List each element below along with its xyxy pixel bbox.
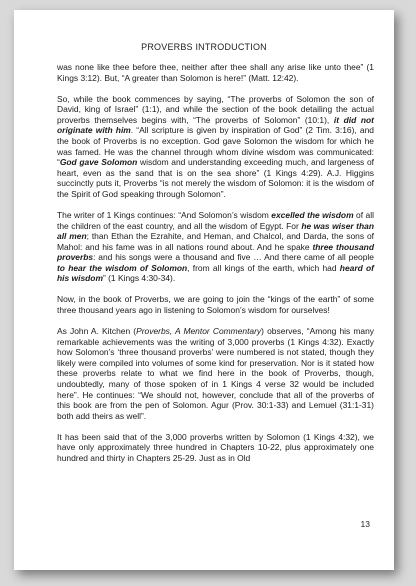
emphasis-text: excelled the wisdom — [271, 209, 354, 220]
paragraph — [57, 294, 374, 315]
emphasis-text: it did not originate with him — [57, 114, 374, 136]
text-run: The writer of 1 Kings continues: “And Solomon’s wisdom — [57, 209, 272, 220]
paragraph — [57, 62, 374, 83]
text-run: , from all kings of the earth, which had — [187, 262, 340, 273]
paragraph — [57, 210, 374, 284]
paragraph — [57, 432, 374, 464]
emphasis-text: he was wiser than all men — [57, 220, 374, 242]
text-run: ; than Ethan the Ezrahite, and Heman, and Chalcol, and Darda, the sons of Mahol: and his fame was in all nations round about. And he spake — [57, 231, 374, 252]
page — [14, 10, 394, 570]
text-run: of all the children of the east country, and all the wisdom of Egypt. For — [57, 209, 374, 231]
paragraph — [57, 94, 374, 200]
running-header: PROVERBS INTRODUCTION — [141, 42, 267, 52]
text-run: Now, in the book of Proverbs, we are going to join the “kings of the earth” of some three thousand years ago in listening to Solomon’s wisdom for ourselves! — [57, 294, 374, 316]
text-run: It has been said that of the 3,000 proverbs written by Solomon (1 Kings 4:32), we have only approximately three hundred in Chapters 10-22, plus approximately one hundred and thirty in Chapters 25-29. Just as in Old — [57, 431, 374, 463]
text-run: wisdom and understanding exceeding much, and largeness of heart, even as the sand that is on the sea shore” (1 Kings 4:29). A.J. Higgins succinctly puts it, Proverbs “is not merely the wisdom of Solomon: it is the wisdom of the Spirit of God speaking through Solomon”. — [57, 157, 374, 199]
text-run: As John A. Kitchen ( — [57, 326, 137, 337]
page-number: 13 — [360, 519, 370, 529]
body-text — [57, 62, 374, 474]
paragraph — [57, 326, 374, 421]
text-run: . “All scripture is given by inspiration of God” (2 Tim. 3:16), and the book of Proverbs is no exception. God gave Solomon the wisdom for which he was famed. He was the channel through whom divine wisdom was communicated: “ — [57, 125, 374, 168]
emphasis-text: heard of his wisdom — [57, 262, 374, 284]
emphasis-text: God gave Solomon — [59, 157, 138, 168]
text-run: ” (1 Kings 4:30-34). — [102, 273, 176, 284]
emphasis-text: to hear the wisdom of Solomon — [57, 262, 188, 273]
text-run: was none like thee before thee, neither after thee shall any arise like unto thee” (1 Kings 3:12). But, “A greater than Solomon is here!” (Matt. 12:42). — [57, 62, 374, 83]
emphasis-text: three thousand proverbs — [57, 241, 374, 263]
text-run: : and his songs were a thousand and five … And there came of all people — [93, 252, 374, 263]
text-run: So, while the book commences by saying, “The proverbs of Solomon the son of David, king of Israel” (1:1), and while the section of the book detailing the actual proverbs themselves begins with, “The proverbs of Solomon” (10:1), — [57, 93, 374, 125]
emphasis-text: Proverbs, A Mentor Commentary — [136, 326, 262, 337]
text-run: ) observes, “Among his many remarkable achievements was the writing of 3,000 proverbs (1 Kings 4:32). Exactly how Solomon’s ‘three thousand proverbs’ were numbered is not stated, though they likely were compiled into volumes of some kind for preservation. Nor is it stated how these proverbs relate to what we find here in the book of Proverbs, though, undoubtedly, many of those spoken of in 1 Kings 4 verse 32 would be included here”. He continues: “We should not, however, conclude that all of the proverbs of this book are from the pen of Solomon. Agur (Prov. 30:1-33) and Lemuel (31:1-31) both add theirs as well”. — [57, 326, 375, 421]
